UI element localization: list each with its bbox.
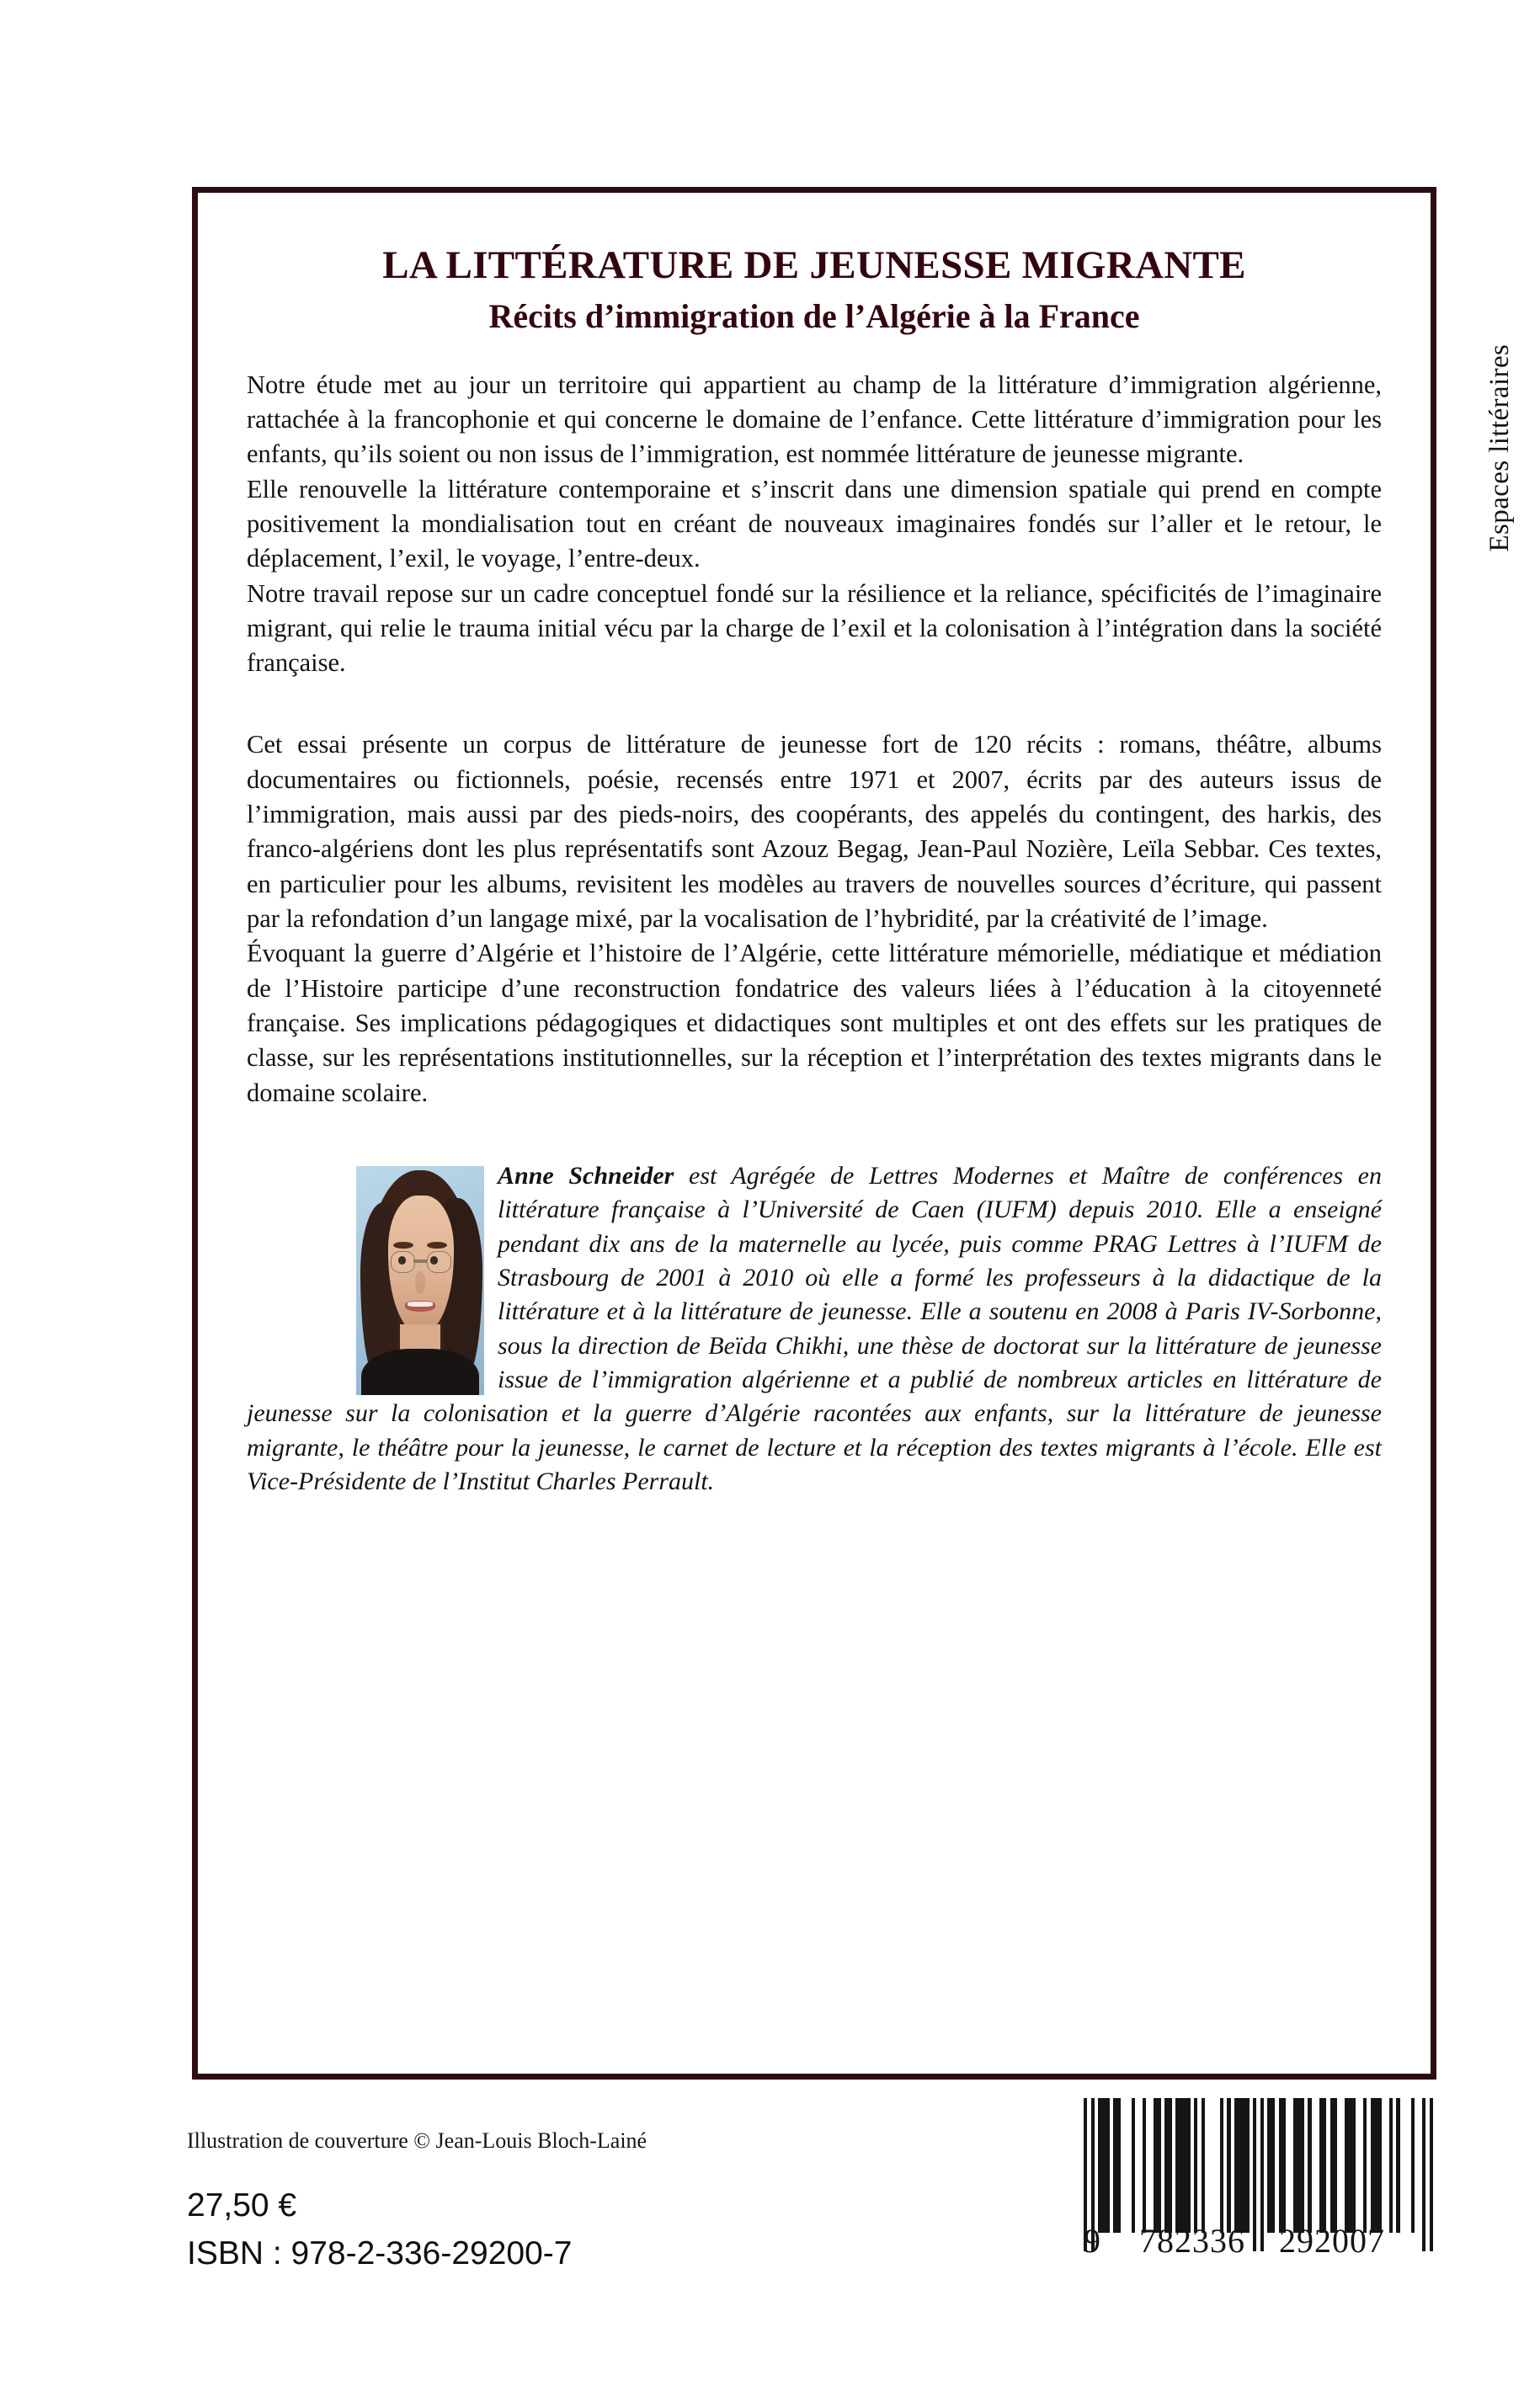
series-label: Espaces littéraires [1484,344,1515,552]
portrait-eyebrow-left [393,1242,413,1249]
barcode-bar [1132,2098,1135,2233]
barcode-bar [1234,2098,1249,2233]
barcode-bar [1330,2098,1338,2233]
barcode-bar [1154,2098,1161,2233]
barcode-bar [1345,2098,1356,2233]
barcode-bar [1098,2098,1109,2233]
barcode-right-group: 292007 [1279,2222,1385,2260]
blurb-paragraph-2: Elle renouvelle la littérature contemporaine et s’inscrit dans une dimension spatiale qui prend en compte positivement la mondialisation tout en créant de nouveaux imaginaires fondés sur l’aller et le retour, le déplacement, l’exil, le voyage, l’entre-deux. [247,474,1382,573]
barcode-bar [1220,2098,1223,2233]
barcode-digits [1084,2221,1433,2263]
blurb-paragraph-1: Notre étude met au jour un territoire qui appartient au champ de la littérature d’immigration algérienne, rattachée à la francophonie et qui concerne le domaine de l’enfance. Cette littérature d’immigration pour les enfants, qu’ils soient ou non issus de l’immigration, est nommée littérature de jeunesse migrante. [247,370,1382,469]
author-bio-block [247,1159,1382,1499]
page-subtitle: Récits d’immigration de l’Algérie à la France [488,296,1140,335]
blurb-paragraph-5: Évoquant la guerre d’Algérie et l’histoire de l’Algérie, cette littérature mémorielle, médiatique et médiation de l’Histoire participe d’une reconstruction fondatrice des valeurs liées à l’éducation à la citoyenneté française. Ses implications pédagogiques et didactiques sont multiples et ont des effets sur les pratiques de classe, sur les représentations institutionnelles, sur la réception et l’interprétation des textes migrants dans le domaine scolaire. [247,939,1382,1107]
portrait-teeth [408,1302,433,1307]
author-portrait-photo [356,1166,484,1395]
isbn-label: ISBN : 978-2-336-29200-7 [187,2235,573,2271]
barcode-lead-digit: 9 [1084,2222,1101,2260]
blurb-paragraph-3: Notre travail repose sur un cadre conceptuel fondé sur la résilience et la reliance, spécificités de l’imaginaire migrant, qui relie le trauma initial vécu par la charge de l’exil et la colonisation à l’intégration dans la société française. [247,578,1382,678]
portrait-eyeglass-left [391,1251,415,1273]
barcode-bar [1202,2098,1205,2233]
barcode-bar [1194,2098,1197,2233]
barcode-bar [1396,2098,1399,2233]
ean13-barcode [1084,2098,1433,2298]
cover-illustration-credit: Illustration de couverture © Jean-Louis Bloch-Lainé [187,2128,647,2153]
portrait-eyebrow-right [427,1242,447,1249]
barcode-bar [1267,2098,1275,2233]
barcode-bar [1227,2098,1230,2233]
barcode-bar [1175,2098,1190,2233]
frame-inner [198,193,1431,2074]
back-cover-frame [192,187,1436,2080]
barcode-bar [1319,2098,1327,2233]
portrait-eyeglass-right [427,1251,451,1273]
author-bio-text: est Agrégée de Lettres Modernes et Maître de conférences en littérature française à l’Université de Caen (IUFM) depuis 2010. Elle a enseigné pendant dix ans de la maternelle au lycée, puis comme PRAG Lettres à l’IUFM de Strasbourg de 2001 à 2010 où elle a formé les professeurs à la didactique de la littérature et à la littérature de jeunesse. Elle a soutenu en 2008 à Paris IV-Sorbonne, sous la direction de Beïda Chikhi, une thèse de doctorat sur la littérature de jeunesse issue de l’immigration algérienne et a publié de nombreux articles en littérature de jeunesse sur la colonisation et la guerre d’Algérie racontées aux enfants, sur la littérature de jeunesse migrante, le théâtre pour la jeunesse, le carnet de lecture et la réception des textes migrants à l’école. Elle est Vice-Présidente de l’Institut Charles Perrault. [247,1161,1382,1495]
barcode-bar [1293,2098,1304,2233]
barcode-bar [1113,2098,1121,2233]
barcode-bar [1164,2098,1172,2233]
page-title: LA LITTÉRATURE DE JEUNESSE MIGRANTE [382,243,1246,287]
price-label: 27,50 € [187,2187,297,2224]
barcode-bar [1371,2098,1382,2233]
barcode-bar [1389,2098,1393,2233]
barcode-bar [1308,2098,1311,2233]
portrait-shirt [361,1349,479,1394]
barcode-bar [1279,2098,1287,2233]
portrait-eyeglass-bridge [413,1260,426,1262]
barcode-bar [1411,2098,1415,2233]
barcode-bar [1143,2098,1146,2233]
barcode-bar [1363,2098,1367,2233]
blurb-paragraph-4: Cet essai présente un corpus de littérature de jeunesse fort de 120 récits : romans, théâtre, albums documentaires ou fictionnels, poésie, recensés entre 1971 et 2007, écrits par des auteurs issus de l’immigration, mais aussi par des pieds-noirs, des coopérants, des appelés du contingent, des harkis, des franco-algériens dont les plus représentatifs sont Azouz Begag, Jean-Paul Nozière, Leïla Sebbar. Ces textes, en particulier pour les albums, revisitent les modèles au travers de nouvelles sources d’écriture, qui passent par la refondation d’un langage mixé, par la vocalisation de l’hybridité, par la créativité de l’image. [247,730,1382,933]
author-name: Anne Schneider [498,1161,674,1190]
barcode-left-group: 782336 [1139,2222,1245,2260]
